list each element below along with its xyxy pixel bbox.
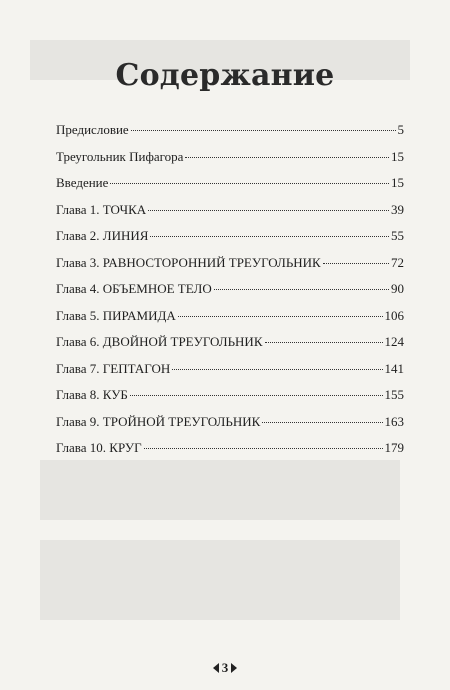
- toc-entry-page: 179: [384, 440, 404, 455]
- toc-entry-page: 163: [384, 413, 404, 429]
- toc-entry-page: 39: [391, 201, 404, 217]
- toc-entry-label: Глава 8. КУБ: [56, 387, 128, 402]
- toc-entry: [56, 361, 404, 388]
- toc-entry-page: 5: [397, 122, 404, 137]
- dot-leader: [172, 369, 382, 370]
- dot-leader: [110, 183, 389, 184]
- toc-entry: [56, 281, 404, 308]
- toc-entry: [56, 122, 404, 149]
- toc-entry-page: 124: [384, 334, 404, 349]
- toc-entry-label: Глава 4. ОБЪЕМНОЕ ТЕЛО: [56, 281, 212, 296]
- toc-entry: [56, 255, 404, 282]
- toc-entry-label: Глава 2. ЛИНИЯ: [56, 228, 149, 243]
- toc-entry: [56, 387, 404, 414]
- toc-entry: [56, 414, 404, 441]
- toc-entry-page: 90: [391, 281, 404, 296]
- toc-entry-page: 106: [384, 307, 404, 323]
- toc-entry-label: Глава 1. ТОЧКА: [56, 201, 147, 217]
- toc-entry: [56, 440, 404, 467]
- dot-leader: [214, 289, 389, 290]
- toc-entry-label: Глава 3. РАВНОСТОРОННИЙ ТРЕУГОЛЬНИК: [56, 254, 321, 270]
- toc-entry-label: Глава 10. КРУГ: [56, 440, 142, 455]
- toc-entry-page: 155: [384, 387, 404, 402]
- dot-leader: [262, 422, 382, 423]
- dot-leader: [150, 236, 389, 237]
- toc-entry-page: 55: [391, 228, 404, 243]
- toc-entry: [56, 334, 404, 361]
- toc-entry-page: 72: [391, 254, 404, 270]
- toc-entry-label: Предисловие: [56, 122, 129, 137]
- toc-entry-page: 141: [384, 360, 404, 376]
- toc-entry: [56, 308, 404, 335]
- dot-leader: [185, 157, 389, 158]
- toc-entry-page: 15: [391, 175, 404, 190]
- toc-entry-label: Глава 9. ТРОЙНОЙ ТРЕУГОЛЬНИК: [56, 413, 261, 429]
- dot-leader: [131, 130, 396, 131]
- triangle-ornament-icon: [213, 663, 219, 673]
- toc-entry-label: Глава 7. ГЕПТАГОН: [56, 360, 171, 376]
- page-number: 3: [221, 660, 229, 675]
- table-of-contents: [56, 122, 404, 467]
- dot-leader: [148, 210, 389, 211]
- toc-entry-label: Глава 6. ДВОЙНОЙ ТРЕУГОЛЬНИК: [56, 334, 263, 349]
- triangle-ornament-icon: [231, 663, 237, 673]
- dot-leader: [178, 316, 383, 317]
- toc-entry: [56, 202, 404, 229]
- page-number-footer: [0, 660, 450, 676]
- toc-entry: [56, 175, 404, 202]
- dot-leader: [265, 342, 383, 343]
- toc-entry-label: Введение: [56, 175, 109, 190]
- dot-leader: [144, 448, 383, 449]
- toc-entry-label: Треугольник Пифагора: [56, 148, 184, 164]
- toc-entry-label: Глава 5. ПИРАМИДА: [56, 307, 176, 323]
- toc-entry-page: 15: [391, 148, 404, 164]
- dot-leader: [323, 263, 389, 264]
- toc-entry: [56, 149, 404, 176]
- page-title: Содержание: [115, 58, 335, 93]
- dot-leader: [130, 395, 383, 396]
- toc-entry: [56, 228, 404, 255]
